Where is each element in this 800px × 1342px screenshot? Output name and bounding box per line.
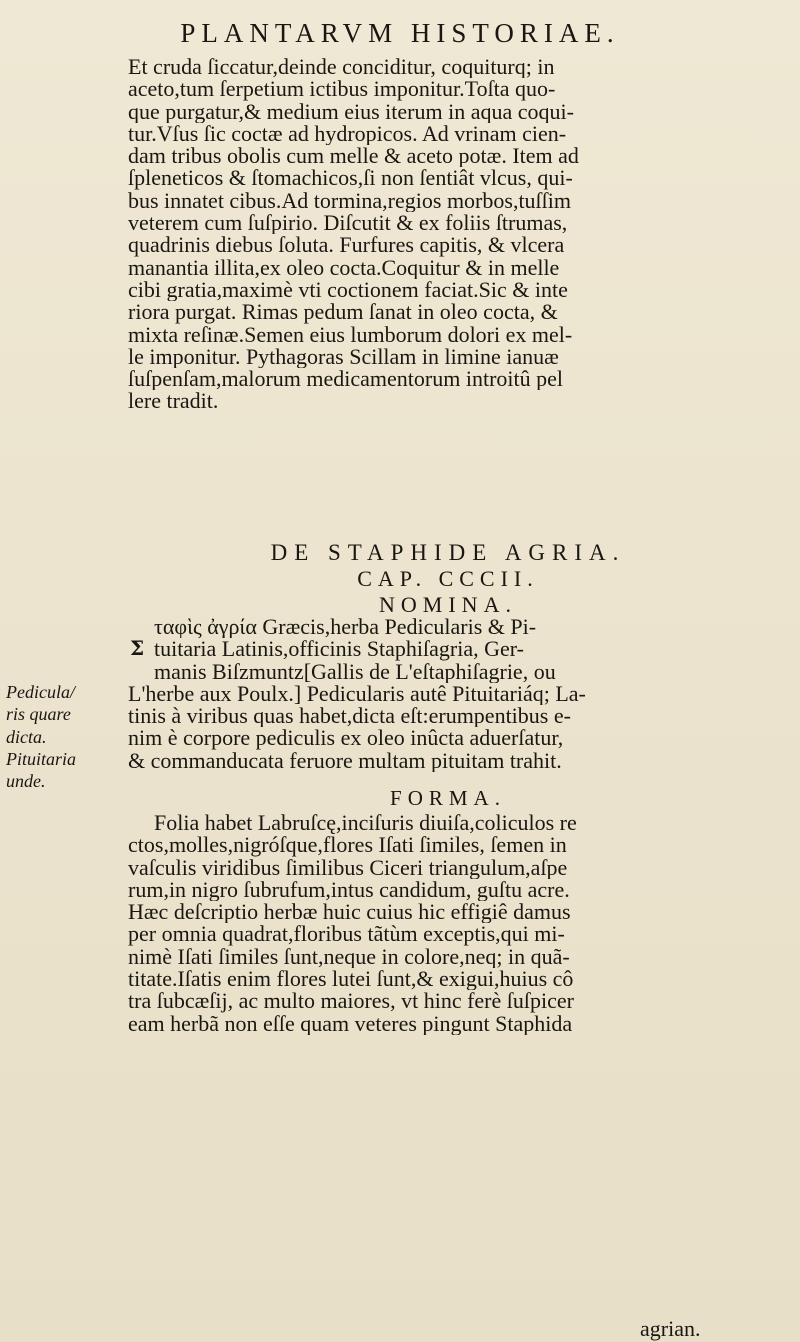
text-line: tra ſubcæſij, ac multo maiores, vt hinc ferè ſuſpicer — [128, 990, 574, 1013]
margin-note: unde. — [6, 771, 46, 792]
chapter-title: DE STAPHIDE AGRIA. — [270, 540, 626, 565]
section-heading-nomina: NOMINA. — [379, 592, 517, 617]
margin-note: dicta. — [6, 726, 47, 747]
paragraph-nomina — [128, 616, 768, 772]
catchword: agrian. — [640, 1316, 701, 1341]
text-line: vaſculis viridibus ſimilibus Ciceri triangulum,aſpe — [128, 856, 568, 879]
text-line: lere tradit. — [128, 390, 219, 413]
paragraph-forma — [128, 812, 768, 1035]
text-line: ctos,molles,nigróſque,flores Iſati ſimiles, ſemen in — [128, 834, 567, 857]
paragraph-scilla-uses — [128, 56, 768, 413]
text-line: nimè Iſati ſimiles ſunt,neque in colore,neq; in quã- — [128, 945, 570, 969]
text-line: Folia habet Labruſcę,inciſuris diuiſa,coliculos re — [154, 812, 577, 835]
text-line: tinis à viribus quas habet,dicta eſt:erumpentibus e- — [128, 705, 571, 728]
text-line: que purgatur,& medium eius iterum in aqua coqui- — [128, 100, 574, 123]
text-line: manantia illita,ex oleo cocta.Coquitur & in melle — [128, 256, 560, 279]
margin-note: Pituitaria — [6, 748, 77, 769]
sigma-glyph: Σ — [130, 636, 145, 660]
text-line: & commanducata feruore multam pituitam trahit. — [128, 749, 562, 773]
text-line: mixta reſinæ.Semen eius lumborum dolori ex mel- — [128, 323, 573, 346]
text-line: manis Biſzmuntz[Gallis de L'eſtaphiſagrie, ou — [154, 660, 556, 683]
text-line: titate.Iſatis enim flores lutei ſunt,& exigui,huius cô — [128, 968, 574, 991]
text-line: Hæc deſcriptio herbæ huic cuius hic effigiê damus — [128, 901, 571, 924]
text-line: quadrinis diebus ſoluta. Furfures capitis, & vlcera — [128, 234, 565, 257]
text-line: aceto,tum ſerpetium ictibus imponitur.Toſta quo- — [128, 78, 556, 101]
text-line: nim è corpore pediculis ex oleo inûcta aduerſatur, — [128, 727, 564, 750]
chapter-number: CAP. CCCII. — [357, 566, 539, 591]
text-line: per omnia quadrat,floribus tãtùm exceptis,qui mi- — [128, 923, 565, 946]
text-line: bus innatet cibus.Ad tormina,regios morbos,tuſſim — [128, 189, 572, 213]
text-line: cibi gratia,maximè vti coctionem faciat.Sic & inte — [128, 278, 568, 302]
text-line: tuitaria Latinis,officinis Staphiſagria, Ger- — [154, 638, 524, 661]
text-line: ſpleneticos & ſtomachicos,ſi non ſentiât vlcus, qui- — [128, 167, 573, 190]
text-line: dam tribus obolis cum melle & aceto potæ. Item ad — [128, 145, 579, 168]
text-line: eam herbã non eſſe quam veteres pingunt Staphida — [128, 1012, 573, 1035]
section-heading-forma: FORMA. — [390, 786, 506, 810]
text-line: le imponitur. Pythagoras Scillam in limine ianuæ — [128, 345, 559, 369]
text-line: riora purgat. Rimas pedum ſanat in oleo cocta, & — [128, 301, 558, 324]
text-line: ταφὶς ἀγρία Græcis,herba Pedicularis & Pi- — [154, 616, 537, 639]
margin-note: Pedicula/ — [6, 682, 75, 702]
text-line: ſuſpenſam,malorum medicamentorum introitû pel — [128, 368, 564, 391]
text-line: L'herbe aux Poulx.] Pedicularis autê Pituitariáq; La- — [128, 682, 586, 706]
running-head: PLANTARVM HISTORIAE. — [180, 18, 620, 48]
margin-notes — [6, 681, 106, 792]
text-line: rum,in nigro ſubrufum,intus candidum, guſtu acre. — [128, 878, 570, 902]
text-line: veterem cum ſuſpirio. Diſcutit & ex foliis ſtrumas, — [128, 212, 568, 235]
text-line: tur.Vſus ſic coctæ ad hydropicos. Ad vrinam cien- — [128, 122, 567, 146]
text-line: Et cruda ſiccatur,deinde conciditur, coquiturq; in — [128, 56, 555, 79]
margin-note: ris quare — [6, 704, 71, 725]
